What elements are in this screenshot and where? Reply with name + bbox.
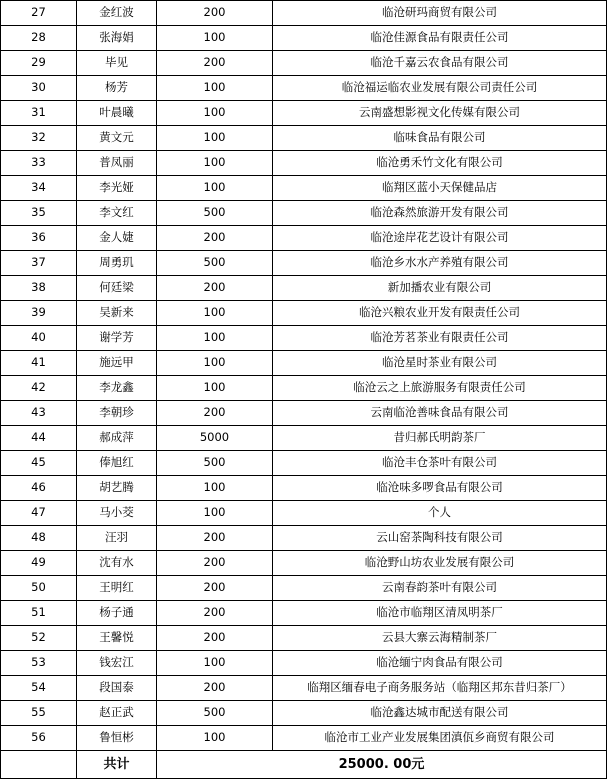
- table-row: [1, 576, 607, 601]
- table-row: [1, 76, 607, 101]
- donor-company: 临沧丰仓茶叶有限公司: [273, 451, 607, 476]
- donor-name: 王馨悦: [77, 626, 157, 651]
- donor-company: 临沧途岸花艺设计有限公司: [273, 226, 607, 251]
- table-row: [1, 526, 607, 551]
- table-row: [1, 726, 607, 751]
- donor-name: 郝成萍: [77, 426, 157, 451]
- donor-company: 新加播农业有限公司: [273, 276, 607, 301]
- donation-amount: 100: [157, 101, 273, 126]
- table-row: [1, 26, 607, 51]
- donor-name: 马小茭: [77, 501, 157, 526]
- donation-amount: 200: [157, 401, 273, 426]
- row-number: 35: [1, 201, 77, 226]
- donor-company: 临沧芳茗茶业有限责任公司: [273, 326, 607, 351]
- table-row: [1, 1, 607, 26]
- donor-company: 临翔区缅春电子商务服务站（临翔区邦东昔归茶厂）: [273, 676, 607, 701]
- row-number: 44: [1, 426, 77, 451]
- table-row: [1, 351, 607, 376]
- donation-amount: 100: [157, 176, 273, 201]
- donor-company: 临沧勇禾竹文化有限公司: [273, 151, 607, 176]
- donation-amount: 500: [157, 201, 273, 226]
- donor-name: 普凤丽: [77, 151, 157, 176]
- donor-company: 临味食品有限公司: [273, 126, 607, 151]
- donor-company: 临沧福运临农业发展有限公司责任公司: [273, 76, 607, 101]
- donor-name: 汪羽: [77, 526, 157, 551]
- table-row: [1, 251, 607, 276]
- donation-amount: 200: [157, 276, 273, 301]
- donor-name: 毕见: [77, 51, 157, 76]
- donor-company: 临沧兴粮农业开发有限责任公司: [273, 301, 607, 326]
- row-number: 48: [1, 526, 77, 551]
- donation-amount: 100: [157, 726, 273, 751]
- table-row: [1, 501, 607, 526]
- donation-amount: 200: [157, 576, 273, 601]
- row-number: 30: [1, 76, 77, 101]
- donor-company: 临沧鑫达城市配送有限公司: [273, 701, 607, 726]
- donor-name: 王明红: [77, 576, 157, 601]
- row-number: 31: [1, 101, 77, 126]
- table-row: [1, 51, 607, 76]
- donation-amount: 100: [157, 26, 273, 51]
- donor-name: 吴新来: [77, 301, 157, 326]
- donor-company: 个人: [273, 501, 607, 526]
- donor-company: 云县大寨云海精制茶厂: [273, 626, 607, 651]
- donor-company: 云南春韵茶叶有限公司: [273, 576, 607, 601]
- donor-company: 云南盛想影视文化传媒有限公司: [273, 101, 607, 126]
- table-row: [1, 401, 607, 426]
- row-number: 43: [1, 401, 77, 426]
- row-number: 42: [1, 376, 77, 401]
- total-blank: [1, 751, 77, 779]
- row-number: 53: [1, 651, 77, 676]
- donation-amount: 200: [157, 226, 273, 251]
- donor-name: 周勇玑: [77, 251, 157, 276]
- donation-amount: 100: [157, 151, 273, 176]
- table-row: [1, 176, 607, 201]
- donor-company: 临沧乡水水产养殖有限公司: [273, 251, 607, 276]
- row-number: 40: [1, 326, 77, 351]
- total-amount: 25000. 00元: [157, 751, 607, 779]
- donation-amount: 100: [157, 326, 273, 351]
- donation-amount: 100: [157, 301, 273, 326]
- donation-amount: 200: [157, 601, 273, 626]
- table-row: [1, 126, 607, 151]
- row-number: 39: [1, 301, 77, 326]
- donation-amount: 200: [157, 526, 273, 551]
- row-number: 51: [1, 601, 77, 626]
- donation-amount: 100: [157, 501, 273, 526]
- donor-name: 杨芳: [77, 76, 157, 101]
- donor-company: 云南临沧善味食品有限公司: [273, 401, 607, 426]
- donation-amount: 200: [157, 1, 273, 26]
- table-row: [1, 451, 607, 476]
- table-row: [1, 476, 607, 501]
- table-row: [1, 701, 607, 726]
- table-row: [1, 651, 607, 676]
- donor-company: 昔归郝氏明韵茶厂: [273, 426, 607, 451]
- table-row: [1, 301, 607, 326]
- row-number: 56: [1, 726, 77, 751]
- table-row: [1, 151, 607, 176]
- table-row: [1, 326, 607, 351]
- donation-amount: 100: [157, 351, 273, 376]
- donor-name: 金人婕: [77, 226, 157, 251]
- row-number: 41: [1, 351, 77, 376]
- donor-company: 临沧研玛商贸有限公司: [273, 1, 607, 26]
- donor-name: 张海娟: [77, 26, 157, 51]
- donation-amount: 200: [157, 676, 273, 701]
- row-number: 27: [1, 1, 77, 26]
- donor-name: 叶晨曦: [77, 101, 157, 126]
- donor-name: 俸旭红: [77, 451, 157, 476]
- donor-name: 段国泰: [77, 676, 157, 701]
- table-row: [1, 276, 607, 301]
- donor-company: 临沧云之上旅游服务有限责任公司: [273, 376, 607, 401]
- donation-amount: 500: [157, 251, 273, 276]
- row-number: 54: [1, 676, 77, 701]
- row-number: 29: [1, 51, 77, 76]
- row-number: 52: [1, 626, 77, 651]
- row-number: 45: [1, 451, 77, 476]
- donor-name: 赵正武: [77, 701, 157, 726]
- table-row: [1, 201, 607, 226]
- donation-amount: 100: [157, 651, 273, 676]
- donor-company: 临沧星时茶业有限公司: [273, 351, 607, 376]
- row-number: 37: [1, 251, 77, 276]
- donor-company: 临沧缅宁肉食品有限公司: [273, 651, 607, 676]
- donor-company: 临沧市临翔区清凤明茶厂: [273, 601, 607, 626]
- row-number: 34: [1, 176, 77, 201]
- donor-name: 施远甲: [77, 351, 157, 376]
- donation-amount: 100: [157, 76, 273, 101]
- table-row: [1, 551, 607, 576]
- total-label: 共计: [77, 751, 157, 779]
- row-number: 32: [1, 126, 77, 151]
- donor-company: 临翔区蓝小天保健品店: [273, 176, 607, 201]
- row-number: 38: [1, 276, 77, 301]
- donor-name: 李光娅: [77, 176, 157, 201]
- donor-name: 黄文元: [77, 126, 157, 151]
- donation-amount: 500: [157, 451, 273, 476]
- donation-amount: 500: [157, 701, 273, 726]
- donation-amount: 200: [157, 551, 273, 576]
- donor-name: 谢学芳: [77, 326, 157, 351]
- donor-company: 临沧市工业产业发展集团滇佤乡商贸有限公司: [273, 726, 607, 751]
- donor-name: 鲁恒彬: [77, 726, 157, 751]
- row-number: 50: [1, 576, 77, 601]
- donor-company: 临沧千嘉云农食品有限公司: [273, 51, 607, 76]
- row-number: 28: [1, 26, 77, 51]
- row-number: 46: [1, 476, 77, 501]
- row-number: 49: [1, 551, 77, 576]
- table-row: [1, 626, 607, 651]
- row-number: 55: [1, 701, 77, 726]
- donation-amount: 100: [157, 476, 273, 501]
- donation-amount: 200: [157, 51, 273, 76]
- table-body: [1, 1, 607, 779]
- total-row: [1, 751, 607, 779]
- table-row: [1, 376, 607, 401]
- table-row: [1, 226, 607, 251]
- row-number: 47: [1, 501, 77, 526]
- row-number: 36: [1, 226, 77, 251]
- donor-company: 临沧森然旅游开发有限公司: [273, 201, 607, 226]
- table-row: [1, 601, 607, 626]
- donor-company: 临沧佳源食品有限责任公司: [273, 26, 607, 51]
- row-number: 33: [1, 151, 77, 176]
- donor-company: 云山窑茶陶科技有限公司: [273, 526, 607, 551]
- donation-amount: 5000: [157, 426, 273, 451]
- donation-amount: 100: [157, 126, 273, 151]
- donation-amount: 100: [157, 376, 273, 401]
- donor-company: 临沧野山坊农业发展有限公司: [273, 551, 607, 576]
- donor-name: 李文红: [77, 201, 157, 226]
- table-row: [1, 676, 607, 701]
- donor-name: 李龙鑫: [77, 376, 157, 401]
- donor-name: 沈有水: [77, 551, 157, 576]
- donor-name: 杨子通: [77, 601, 157, 626]
- donor-name: 胡艺腾: [77, 476, 157, 501]
- donor-company: 临沧味多啰食品有限公司: [273, 476, 607, 501]
- table-row: [1, 426, 607, 451]
- donation-amount: 200: [157, 626, 273, 651]
- donor-name: 钱宏江: [77, 651, 157, 676]
- donor-name: 李朝珍: [77, 401, 157, 426]
- table-row: [1, 101, 607, 126]
- donor-name: 金红波: [77, 1, 157, 26]
- donor-name: 何廷梁: [77, 276, 157, 301]
